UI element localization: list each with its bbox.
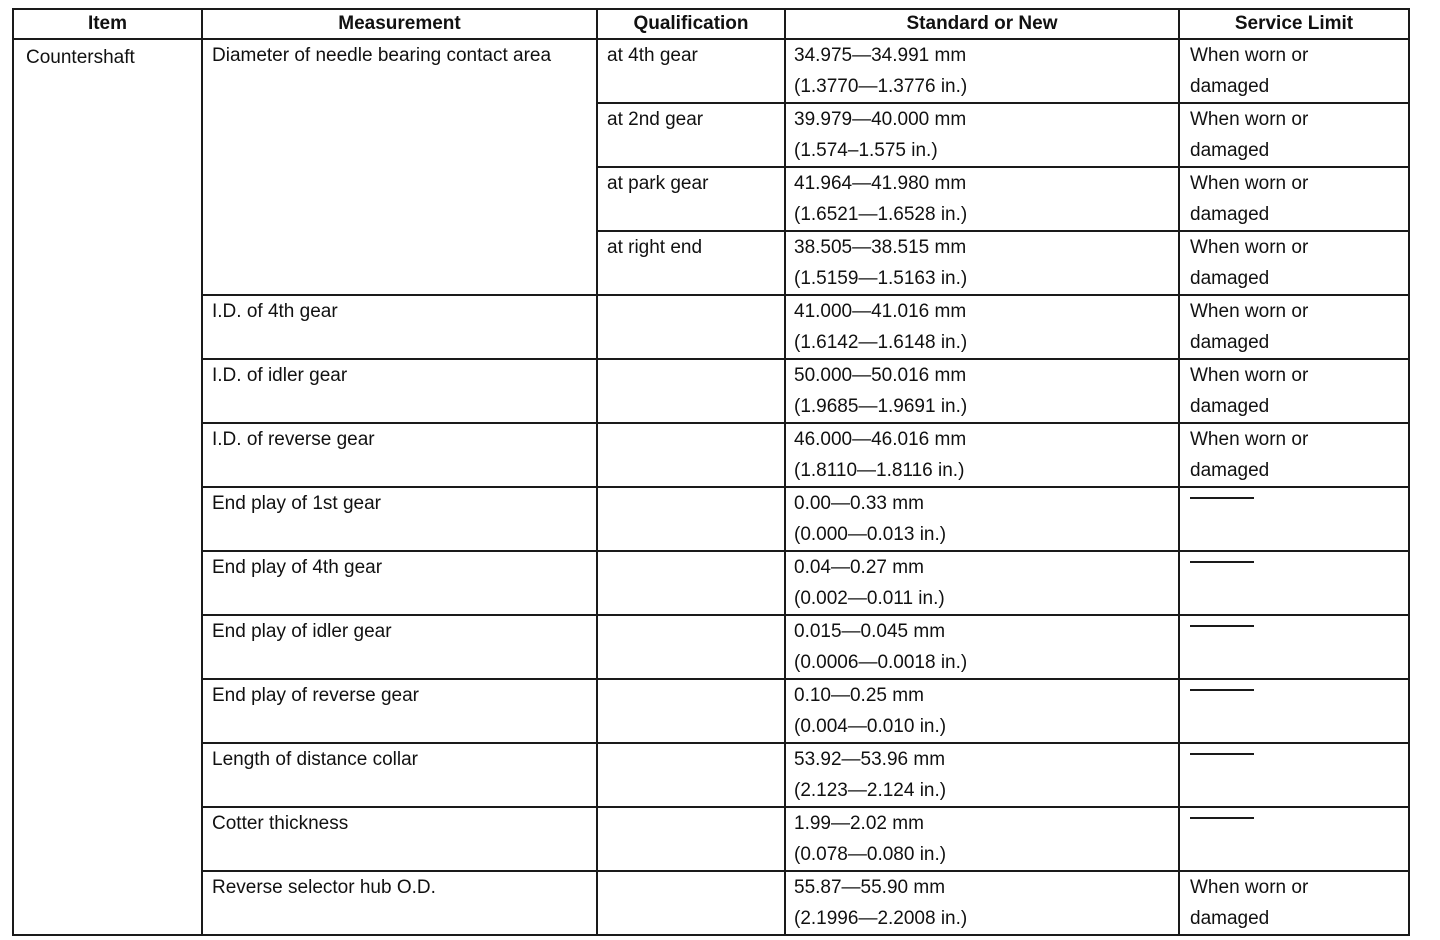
- standard-cell: [785, 551, 1179, 615]
- measurement-cell: [202, 871, 597, 935]
- standard-mm: 55.87—55.90 mm: [794, 877, 946, 898]
- service-limit-line-1: When worn or: [1190, 429, 1309, 450]
- service-limit-cell: [1179, 167, 1409, 231]
- qualification-text: at park gear: [607, 173, 709, 194]
- standard-cell: [785, 167, 1179, 231]
- table-row: [13, 295, 1409, 359]
- qualification-cell: [597, 807, 785, 871]
- qualification-cell: [597, 743, 785, 807]
- not-applicable-dash: [1190, 689, 1254, 691]
- service-limit-line-2: damaged: [1190, 204, 1270, 225]
- standard-cell: [785, 423, 1179, 487]
- not-applicable-dash: [1190, 497, 1254, 499]
- standard-cell: [785, 39, 1179, 103]
- service-limit-cell: [1179, 103, 1409, 167]
- table-row: [13, 807, 1409, 871]
- table-row: [13, 615, 1409, 679]
- measurement-cell: [202, 39, 597, 295]
- standard-cell: [785, 487, 1179, 551]
- measurement-cell: [202, 807, 597, 871]
- standard-in: (0.078—0.080 in.): [794, 844, 947, 865]
- service-limit-cell: [1179, 423, 1409, 487]
- standard-in: (0.0006—0.0018 in.): [794, 652, 968, 673]
- not-applicable-dash: [1190, 561, 1254, 563]
- table-row: [13, 871, 1409, 935]
- standard-mm: 41.964—41.980 mm: [794, 173, 967, 194]
- table-row: [13, 551, 1409, 615]
- standard-mm: 0.04—0.27 mm: [794, 557, 924, 578]
- measurement-cell: [202, 487, 597, 551]
- table-row: [13, 39, 1409, 103]
- specifications-table: [12, 8, 1410, 936]
- service-limit-line-2: damaged: [1190, 332, 1270, 353]
- qualification-cell: [597, 423, 785, 487]
- header-qualification: Qualification: [597, 9, 785, 39]
- measurement-cell: [202, 295, 597, 359]
- service-limit-cell: [1179, 231, 1409, 295]
- qualification-cell: [597, 487, 785, 551]
- measurement-text: Length of distance collar: [212, 749, 418, 770]
- standard-cell: [785, 743, 1179, 807]
- standard-cell: [785, 103, 1179, 167]
- standard-cell: [785, 807, 1179, 871]
- service-limit-line-2: damaged: [1190, 460, 1270, 481]
- service-limit-cell: [1179, 871, 1409, 935]
- not-applicable-dash: [1190, 753, 1254, 755]
- service-limit-line-1: When worn or: [1190, 45, 1309, 66]
- item-cell: [13, 39, 202, 935]
- qualification-cell: [597, 295, 785, 359]
- qualification-text: at 2nd gear: [607, 109, 704, 130]
- service-limit-line-2: damaged: [1190, 268, 1270, 289]
- qualification-cell: [597, 231, 785, 295]
- standard-mm: 39.979—40.000 mm: [794, 109, 967, 130]
- service-limit-cell: [1179, 487, 1409, 551]
- service-limit-line-2: damaged: [1190, 908, 1270, 929]
- table-row: [13, 423, 1409, 487]
- qualification-cell: [597, 551, 785, 615]
- header-row: [13, 9, 1409, 39]
- service-limit-cell: [1179, 807, 1409, 871]
- service-limit-cell: [1179, 551, 1409, 615]
- measurement-cell: [202, 359, 597, 423]
- service-limit-cell: [1179, 615, 1409, 679]
- header-measurement: Measurement: [202, 9, 597, 39]
- not-applicable-dash: [1190, 625, 1254, 627]
- standard-in: (1.574–1.575 in.): [794, 140, 938, 161]
- service-limit-cell: [1179, 743, 1409, 807]
- item-name: Countershaft: [26, 47, 135, 68]
- qualification-text: at right end: [607, 237, 703, 258]
- standard-cell: [785, 615, 1179, 679]
- measurement-text: I.D. of 4th gear: [212, 301, 338, 322]
- service-limit-cell: [1179, 39, 1409, 103]
- measurement-cell: [202, 423, 597, 487]
- service-limit-line-1: When worn or: [1190, 365, 1309, 386]
- standard-in: (0.002—0.011 in.): [794, 588, 945, 609]
- not-applicable-dash: [1190, 817, 1254, 819]
- standard-mm: 1.99—2.02 mm: [794, 813, 924, 834]
- standard-cell: [785, 295, 1179, 359]
- measurement-cell: [202, 679, 597, 743]
- table-row: [13, 487, 1409, 551]
- header-standard: Standard or New: [785, 9, 1179, 39]
- standard-in: (1.6142—1.6148 in.): [794, 332, 968, 353]
- standard-in: (0.004—0.010 in.): [794, 716, 947, 737]
- measurement-cell: [202, 551, 597, 615]
- qualification-cell: [597, 167, 785, 231]
- service-limit-line-2: damaged: [1190, 396, 1270, 417]
- qualification-cell: [597, 871, 785, 935]
- standard-mm: 53.92—53.96 mm: [794, 749, 946, 770]
- standard-in: (1.8110—1.8116 in.): [794, 460, 965, 481]
- service-limit-line-1: When worn or: [1190, 877, 1309, 898]
- table-row: [13, 359, 1409, 423]
- qualification-cell: [597, 615, 785, 679]
- standard-mm: 0.00—0.33 mm: [794, 493, 924, 514]
- standard-mm: 41.000—41.016 mm: [794, 301, 967, 322]
- service-limit-line-2: damaged: [1190, 140, 1270, 161]
- measurement-text: I.D. of reverse gear: [212, 429, 375, 450]
- measurement-text: End play of idler gear: [212, 621, 392, 642]
- standard-in: (1.3770—1.3776 in.): [794, 76, 968, 97]
- measurement-text: End play of 4th gear: [212, 557, 383, 578]
- standard-in: (0.000—0.013 in.): [794, 524, 947, 545]
- service-limit-line-1: When worn or: [1190, 237, 1309, 258]
- service-limit-line-1: When worn or: [1190, 173, 1309, 194]
- standard-mm: 34.975—34.991 mm: [794, 45, 967, 66]
- standard-cell: [785, 871, 1179, 935]
- qualification-cell: [597, 103, 785, 167]
- standard-in: (2.123—2.124 in.): [794, 780, 947, 801]
- measurement-text: I.D. of idler gear: [212, 365, 348, 386]
- table-row: [13, 743, 1409, 807]
- measurement-text: Diameter of needle bearing contact area: [212, 45, 552, 66]
- header-service-limit: Service Limit: [1179, 9, 1409, 39]
- standard-mm: 0.015—0.045 mm: [794, 621, 946, 642]
- measurement-text: End play of 1st gear: [212, 493, 381, 514]
- service-limit-cell: [1179, 679, 1409, 743]
- measurement-cell: [202, 743, 597, 807]
- table-row: [13, 679, 1409, 743]
- standard-mm: 38.505—38.515 mm: [794, 237, 967, 258]
- standard-mm: 50.000—50.016 mm: [794, 365, 967, 386]
- standard-mm: 0.10—0.25 mm: [794, 685, 924, 706]
- table-body: [13, 39, 1409, 935]
- standard-cell: [785, 231, 1179, 295]
- standard-in: (1.9685—1.9691 in.): [794, 396, 968, 417]
- standard-mm: 46.000—46.016 mm: [794, 429, 967, 450]
- standard-in: (1.6521—1.6528 in.): [794, 204, 968, 225]
- standard-cell: [785, 359, 1179, 423]
- service-limit-cell: [1179, 295, 1409, 359]
- qualification-cell: [597, 39, 785, 103]
- standard-cell: [785, 679, 1179, 743]
- qualification-cell: [597, 359, 785, 423]
- qualification-text: at 4th gear: [607, 45, 698, 66]
- service-limit-cell: [1179, 359, 1409, 423]
- service-limit-line-2: damaged: [1190, 76, 1270, 97]
- measurement-cell: [202, 615, 597, 679]
- standard-in: (2.1996—2.2008 in.): [794, 908, 968, 929]
- service-limit-line-1: When worn or: [1190, 109, 1309, 130]
- measurement-text: Cotter thickness: [212, 813, 349, 834]
- header-item: Item: [13, 9, 202, 39]
- qualification-cell: [597, 679, 785, 743]
- table-header: [13, 9, 1409, 39]
- measurement-text: Reverse selector hub O.D.: [212, 877, 436, 898]
- standard-in: (1.5159—1.5163 in.): [794, 268, 968, 289]
- measurement-text: End play of reverse gear: [212, 685, 420, 706]
- service-limit-line-1: When worn or: [1190, 301, 1309, 322]
